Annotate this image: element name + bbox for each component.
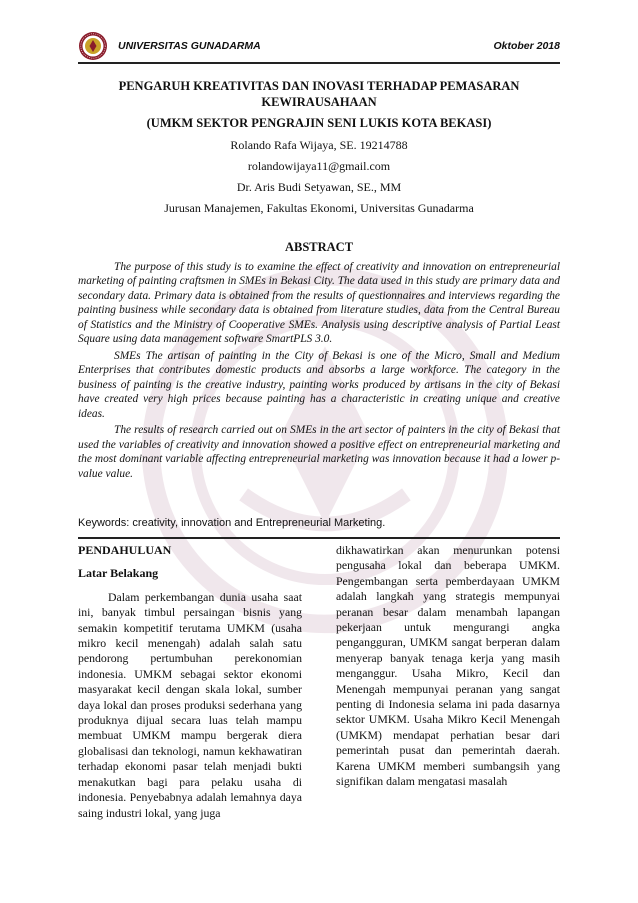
body-column-right (336, 543, 560, 790)
abstract-paragraph: SMEs The artisan of painting in the City of Bekasi is one of the Micro, Small and Medium Enterprises that contributes domestic products and absorbs a large workforce. The category in the business of painting is the creative industry, painting works produced by artisans in the city of Bekasi have created very high prices because painting has a characteristic in creating unique and creative ideas. (78, 349, 560, 420)
body-column-left (78, 543, 302, 821)
subsection-heading: Latar Belakang (78, 566, 159, 581)
advisor-name: Dr. Aris Budi Setyawan, SE., MM (236, 180, 402, 194)
paper-subtitle: (UMKM SEKTOR PENGRAJIN SENI LUKIS KOTA BEKASI) (146, 116, 492, 130)
paper-title: PENGARUH KREATIVITAS DAN INOVASI TERHADAP PEMASARAN KEWIRAUSAHAAN (118, 79, 520, 109)
issue-date: Oktober 2018 (493, 40, 560, 52)
header-divider (78, 62, 560, 64)
affiliation: Jurusan Manajemen, Fakultas Ekonomi, Universitas Gunadarma (164, 201, 474, 215)
author-name: Rolando Rafa Wijaya, SE. 19214788 (230, 138, 408, 152)
section-heading: PENDAHULUAN (78, 543, 172, 557)
university-seal-icon (78, 31, 108, 61)
section-divider (78, 537, 560, 539)
university-name: UNIVERSITAS GUNADARMA (118, 40, 261, 52)
author-email: rolandowijaya11@gmail.com (247, 159, 391, 173)
abstract-heading: ABSTRACT (284, 240, 354, 254)
abstract-paragraph: The results of research carried out on SMEs in the art sector of painters in the city of Bekasi that used the variables of creativity and innovation showed a positive effect on entrepreneurial marketing and the most dominant variable affecting entrepreneurial marketing was innovation because it had a lower p-value value. (78, 424, 560, 480)
abstract-body (78, 260, 560, 484)
body-paragraph: dikhawatirkan akan menurunkan potensi pengusaha lokal dan beberapa UMKM. Pengembangan serta pemberdayaan UMKM adalah langkah yang strategis mempunyai peranan besar dalam menambah lapangan pekerjaan untuk mengurangi angka pengangguran, UMKM sangat berperan dalam menyerap banyak tenaga kerja yang masih menganggur. Usaha Mikro, Kecil dan Menengah mempunyai peranan yang sangat penting di Indonesia selama ini pada dasarnya sektor UMKM. Usaha Mikro Kecil Menengah (UMKM) mendapat perhatian besar dari pemerintah pusat dan pemerintah daerah. Karena UMKM memberi sumbangsih yang signifikan dalam mengatasi masalah (336, 543, 560, 789)
abstract-paragraph: The purpose of this study is to examine the effect of creativity and innovation on entrepreneurial marketing of painting craftsmen in SMEs in Bekasi City. The data used in this study are primary data and secondary data. Primary data is obtained from the results of questionnaires and interviews regarding the painting business while secondary data is obtained from literature studies, data from the Central Bureau of Statistics and the Ministry of Cooperative SMEs. Analysis using descriptive analysis of Partial Least Square using data management software SmartPLS 3.0. (78, 261, 560, 346)
page-header (78, 31, 560, 63)
keywords: Keywords: creativity, innovation and Entrepreneurial Marketing. (78, 517, 386, 529)
body-paragraph: Dalam perkembangan dunia usaha saat ini, banyak timbul persaingan bisnis yang semakin kompetitif terutama UMKM (usaha mikro kecil menengah) adalah salah satu pendorong pertumbuhan perekonomian indonesia. UMKM sebagai sektor ekonomi masyarakat kecil dengan skala lokal, sumber daya lokal dan proses produksi sederhana yang produknya dijual secara luas telah mampu membuat UMKM mampu bergerak diera globalisasi dan teknologi, namun kekhawatiran terhadap ekonomi pasar telah menjadi bukti menakutkan bagi para pelaku usaha di indonesia. Penyebabnya adalah lemahnya daya saing industri lokal, yang juga (78, 589, 302, 820)
